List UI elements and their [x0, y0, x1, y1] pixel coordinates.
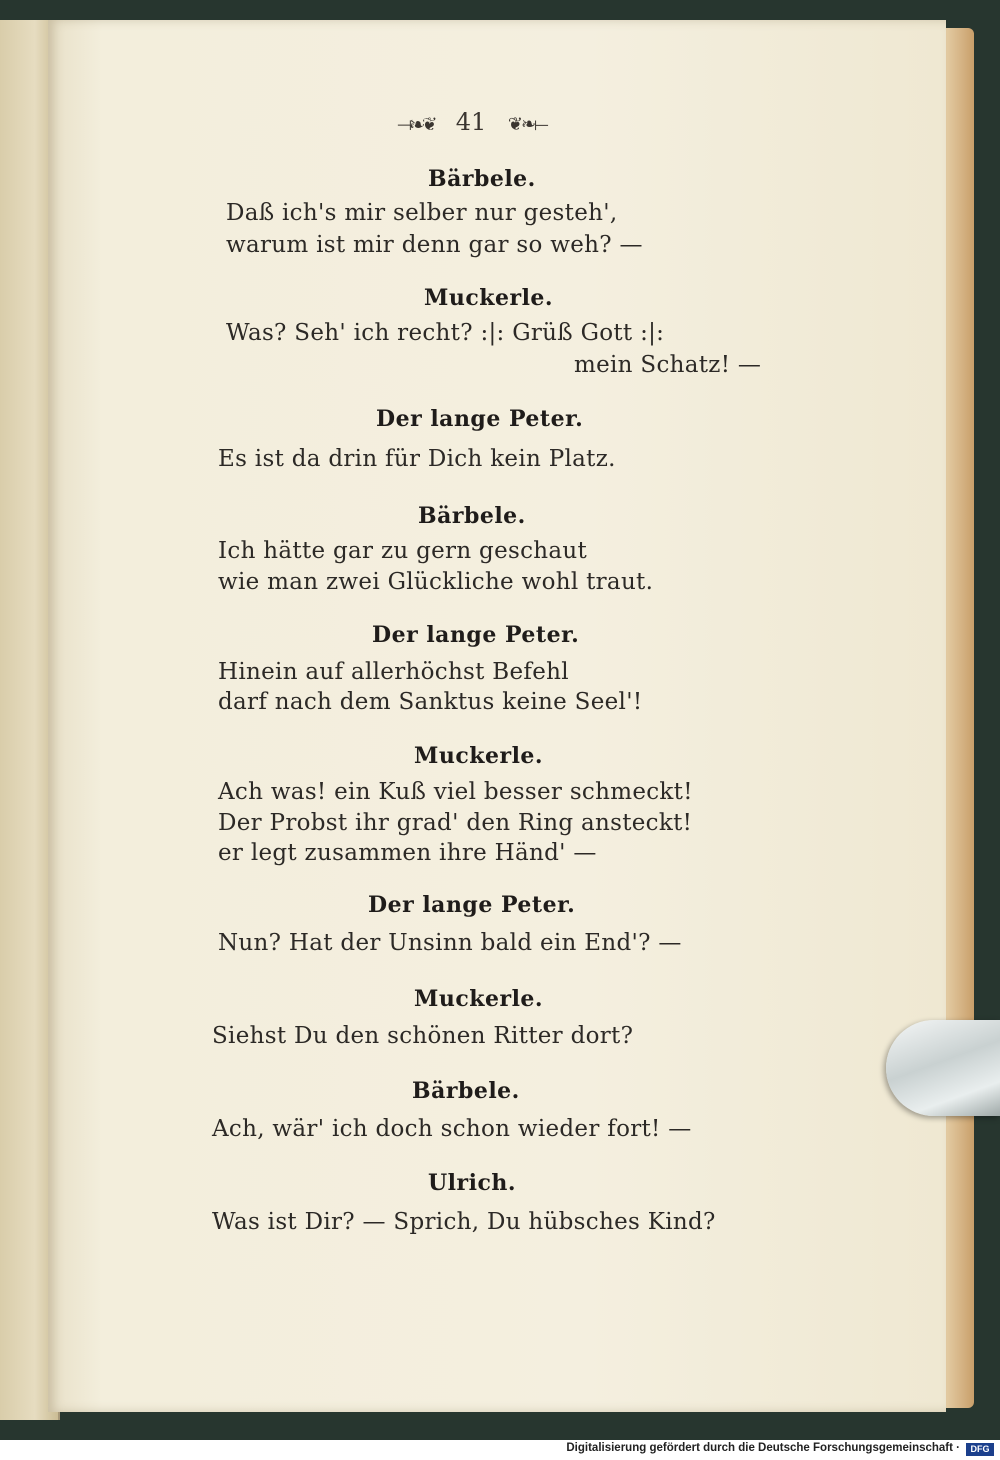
- speaker-name: Bärbele.: [418, 503, 526, 529]
- verse-line: darf nach dem Sanktus keine Seel'!: [218, 689, 643, 715]
- speaker-name: Der lange Peter.: [368, 892, 576, 918]
- verse-line: Es ist da drin für Dich kein Platz.: [218, 446, 616, 472]
- verse-line: Ach, wär' ich doch schon wieder fort! —: [212, 1116, 692, 1142]
- speaker-name: Muckerle.: [424, 285, 554, 311]
- verse-line: wie man zwei Glückliche wohl traut.: [218, 569, 654, 595]
- speaker-name: Der lange Peter.: [372, 622, 580, 648]
- dfg-logo: DFG: [966, 1443, 994, 1456]
- verse-line: Hinein auf allerhöchst Befehl: [218, 659, 569, 685]
- speaker-name: Ulrich.: [428, 1170, 517, 1196]
- verse-line: er legt zusammen ihre Händ' —: [218, 840, 597, 866]
- verse-line: Was ist Dir? — Sprich, Du hübsches Kind?: [212, 1209, 716, 1235]
- speaker-name: Muckerle.: [414, 743, 544, 769]
- funding-credit: Digitalisierung gefördert durch die Deutsche Forschungsgemeinschaft ·: [566, 1442, 960, 1454]
- verse-line: Ich hätte gar zu gern geschaut: [218, 538, 588, 564]
- verse-line: Daß ich's mir selber nur gesteh',: [226, 200, 618, 226]
- page-number: 41: [455, 108, 487, 136]
- ornament-right-icon: ❦❧⟝: [507, 114, 547, 135]
- speaker-name: Bärbele.: [428, 166, 536, 192]
- verse-line: Der Probst ihr grad' den Ring ansteckt!: [218, 810, 693, 836]
- ornament-left-icon: ⟞❧❦: [397, 114, 435, 135]
- speaker-name: Muckerle.: [414, 986, 544, 1012]
- verse-line: Was? Seh' ich recht? :|: Grüß Gott :|:: [226, 320, 665, 346]
- speaker-name: Bärbele.: [412, 1078, 520, 1104]
- footer-bar: [0, 1440, 1000, 1460]
- verse-line: Nun? Hat der Unsinn bald ein End'? —: [218, 930, 682, 956]
- page-header: [382, 108, 562, 144]
- verse-line: Siehst Du den schönen Ritter dort?: [212, 1023, 634, 1049]
- speaker-name: Der lange Peter.: [376, 406, 584, 432]
- verse-line: Ach was! ein Kuß viel besser schmeckt!: [218, 779, 693, 805]
- verse-line: mein Schatz! —: [574, 352, 762, 378]
- page-clip: [886, 1020, 1000, 1116]
- book-page: [48, 20, 946, 1412]
- verse-line: warum ist mir denn gar so weh? —: [226, 232, 643, 258]
